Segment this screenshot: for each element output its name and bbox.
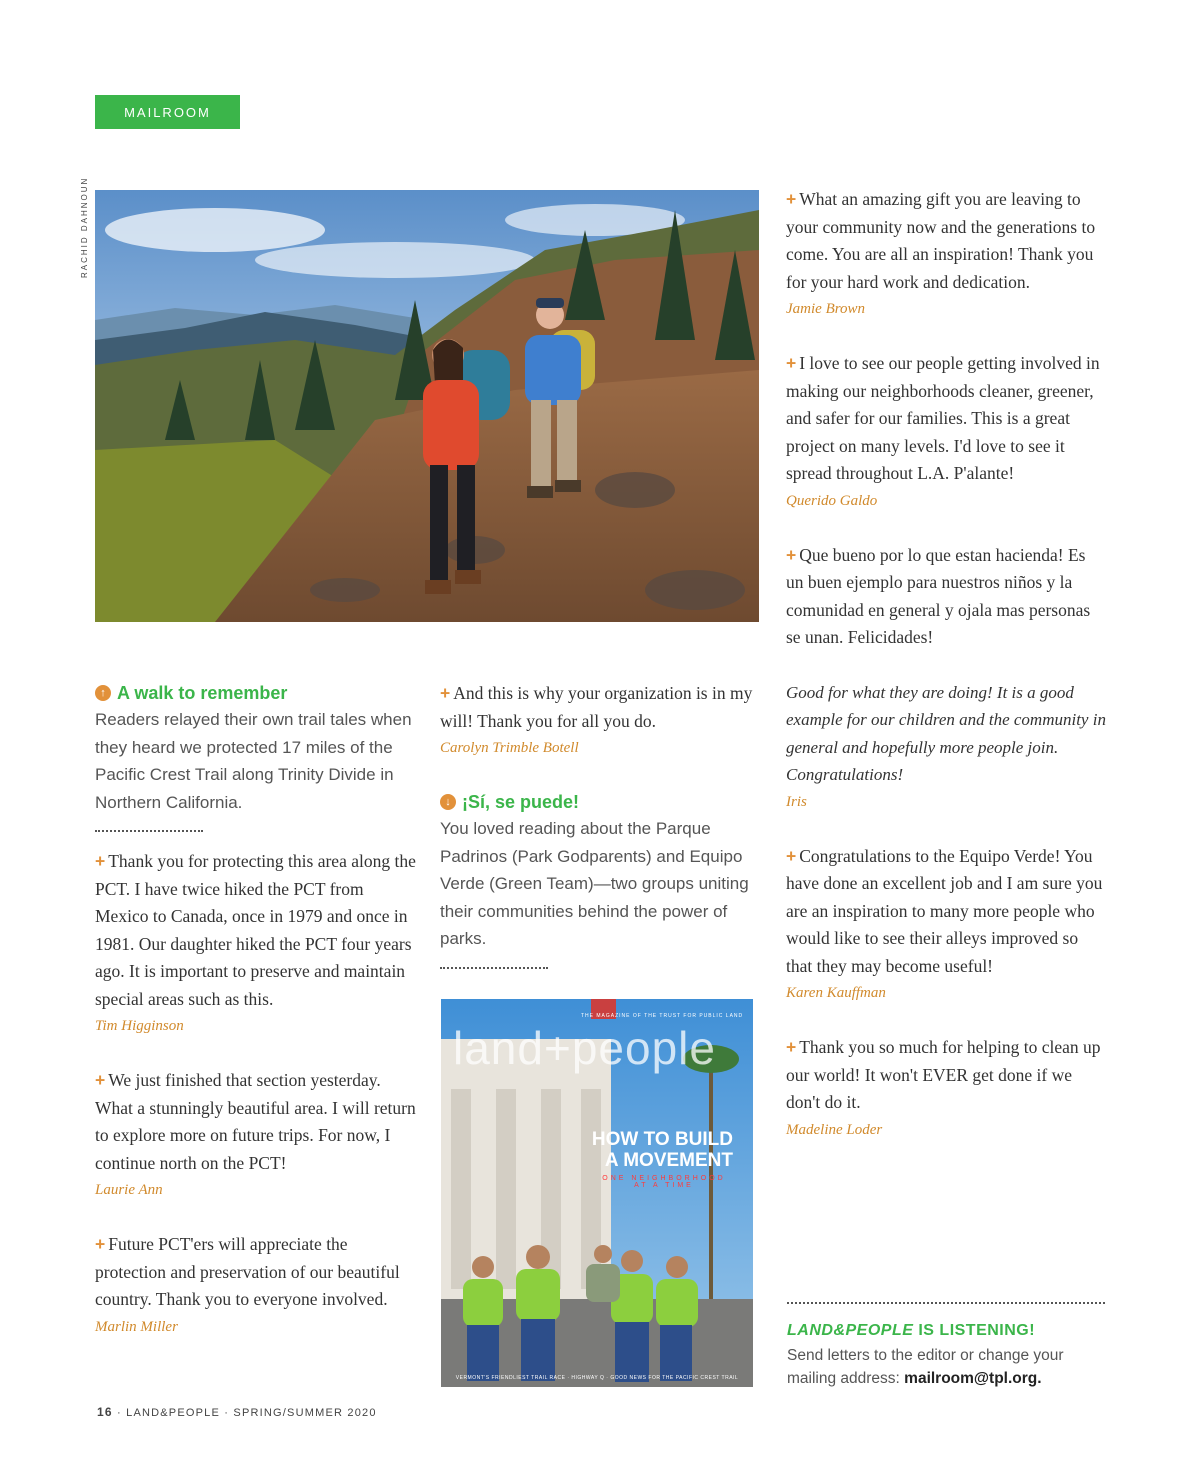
- plus-icon: +: [95, 1070, 106, 1090]
- plus-icon: +: [786, 1037, 797, 1057]
- letter-tim: + Thank you for protecting this area along the PCT. I have twice hiked the PCT from Mexico to Canada, once in 1979 and once in 1981. Our daughter hiked the PCT four years ago. It is important to preserve and maintain special areas such as this. Tim Higginson: [95, 848, 420, 1039]
- arrow-up-circle-icon: ↑: [95, 685, 111, 701]
- cover-headline: HOW TO BUILD A MOVEMENT: [591, 1129, 733, 1171]
- magazine-cover: [441, 999, 753, 1387]
- cover-subhead: ONE NEIGHBORHOOD AT A TIME: [602, 1175, 726, 1189]
- plus-icon: +: [786, 353, 797, 373]
- signature: Laurie Ann: [95, 1182, 163, 1198]
- letter-querido: + I love to see our people getting involved in making our neighborhoods cleaner, greener, and safer for our families. This is a great project on many levels. I'd love to see it spread throughout L.A. P'alante! Querido Galdo: [786, 350, 1106, 514]
- listening-box: [787, 1322, 1107, 1390]
- section-tag: MAILROOM: [95, 95, 240, 129]
- letter-iris: + Que bueno por lo que estan hacienda! Es un buen ejemplo para nuestros niños y la comunidad en general y ojala mas personas se unan. Felicidades! Good for what they are doing! It is a good example for our children and the community in general and hopefully more people join. Congratulations! Iris: [786, 542, 1106, 815]
- dotted-divider: [787, 1302, 1105, 1304]
- si-se-puede-heading: ↓ ¡Sí, se puede!: [440, 789, 755, 815]
- page-number: 16: [97, 1405, 113, 1419]
- signature: Marlin Miller: [95, 1318, 178, 1335]
- letter-jamie: + What an amazing gift you are leaving to your community now and the generations to come. You are all an inspiration! Thank you for your hard work and dedication. Jamie Brown: [786, 186, 1106, 322]
- cover-masthead: land+people: [453, 1022, 716, 1074]
- listening-title: LAND&PEOPLE IS LISTENING!: [787, 1322, 1036, 1339]
- plus-icon: +: [786, 845, 797, 866]
- signature: Jamie Brown: [786, 301, 866, 317]
- column-left: [95, 680, 420, 1340]
- cover-tagline: THE MAGAZINE OF THE TRUST FOR PUBLIC LAND: [581, 1013, 744, 1019]
- hikers-photo: [95, 190, 759, 622]
- plus-icon: +: [440, 683, 451, 703]
- column-middle: [440, 680, 755, 985]
- signature: Karen Kauffman: [786, 985, 886, 1001]
- si-se-puede-intro: You loved reading about the Parque Padrinos (Park Godparents) and Equipo Verde (Green Team)—two groups uniting their communities behind the power of parks.: [440, 819, 749, 948]
- page-footer: 16 · LAND&PEOPLE · SPRING/SUMMER 2020: [97, 1405, 377, 1419]
- plus-icon: +: [95, 851, 106, 871]
- translation: Good for what they are doing! It is a good example for our children and the community in general and hopefully more people join. Congratulations!: [786, 682, 1106, 784]
- plus-icon: +: [786, 544, 797, 565]
- plus-icon: +: [786, 189, 797, 209]
- walk-intro: Readers relayed their own trail tales when they heard we protected 17 miles of the Pacific Crest Trail along Trinity Divide in Northern California.: [95, 710, 412, 812]
- signature: Tim Higginson: [95, 1018, 184, 1034]
- cover-footer: VERMONT'S FRIENDLIEST TRAIL RACE · HIGHWAY Q · GOOD NEWS FOR THE PACIFIC CREST TRAIL: [455, 1375, 739, 1381]
- photo-credit: RACHID DAHNOUN: [80, 176, 89, 278]
- signature: Madeline Loder: [786, 1121, 883, 1138]
- letter-laurie: + We just finished that section yesterday. What a stunningly beautiful area. I will return to explore more on future trips. For now, I continue north on the PCT! Laurie Ann: [95, 1067, 420, 1203]
- letter-carolyn: + And this is why your organization is in my will! Thank you for all you do. Carolyn Trimble Botell: [440, 680, 755, 761]
- letter-karen: + Congratulations to the Equipo Verde! You have done an excellent job and I am sure you are an inspiration to many more people who would like to see their alleys improved so that they may become useful! Karen Kauffman: [786, 843, 1106, 1007]
- arrow-down-circle-icon: ↓: [440, 794, 456, 810]
- letter-madeline: + Thank you so much for helping to clean up our world! It won't EVER get done if we don't do it. Madeline Loder: [786, 1034, 1106, 1143]
- signature: Iris: [786, 793, 807, 810]
- letter-marlin: + Future PCT'ers will appreciate the protection and preservation of our beautiful country. Thank you to everyone involved. Marlin Miller: [95, 1231, 420, 1340]
- plus-icon: +: [95, 1234, 106, 1254]
- email-link[interactable]: mailroom@tpl.org.: [904, 1370, 1042, 1387]
- column-right: [786, 186, 1106, 1143]
- listening-text: Send letters to the editor or change your mailing address: mailroom@tpl.org.: [787, 1347, 1064, 1387]
- dotted-divider: [440, 967, 548, 969]
- walk-heading: ↑ A walk to remember: [95, 680, 420, 706]
- signature: Querido Galdo: [786, 492, 878, 509]
- dotted-divider: [95, 830, 203, 832]
- signature: Carolyn Trimble Botell: [440, 740, 579, 756]
